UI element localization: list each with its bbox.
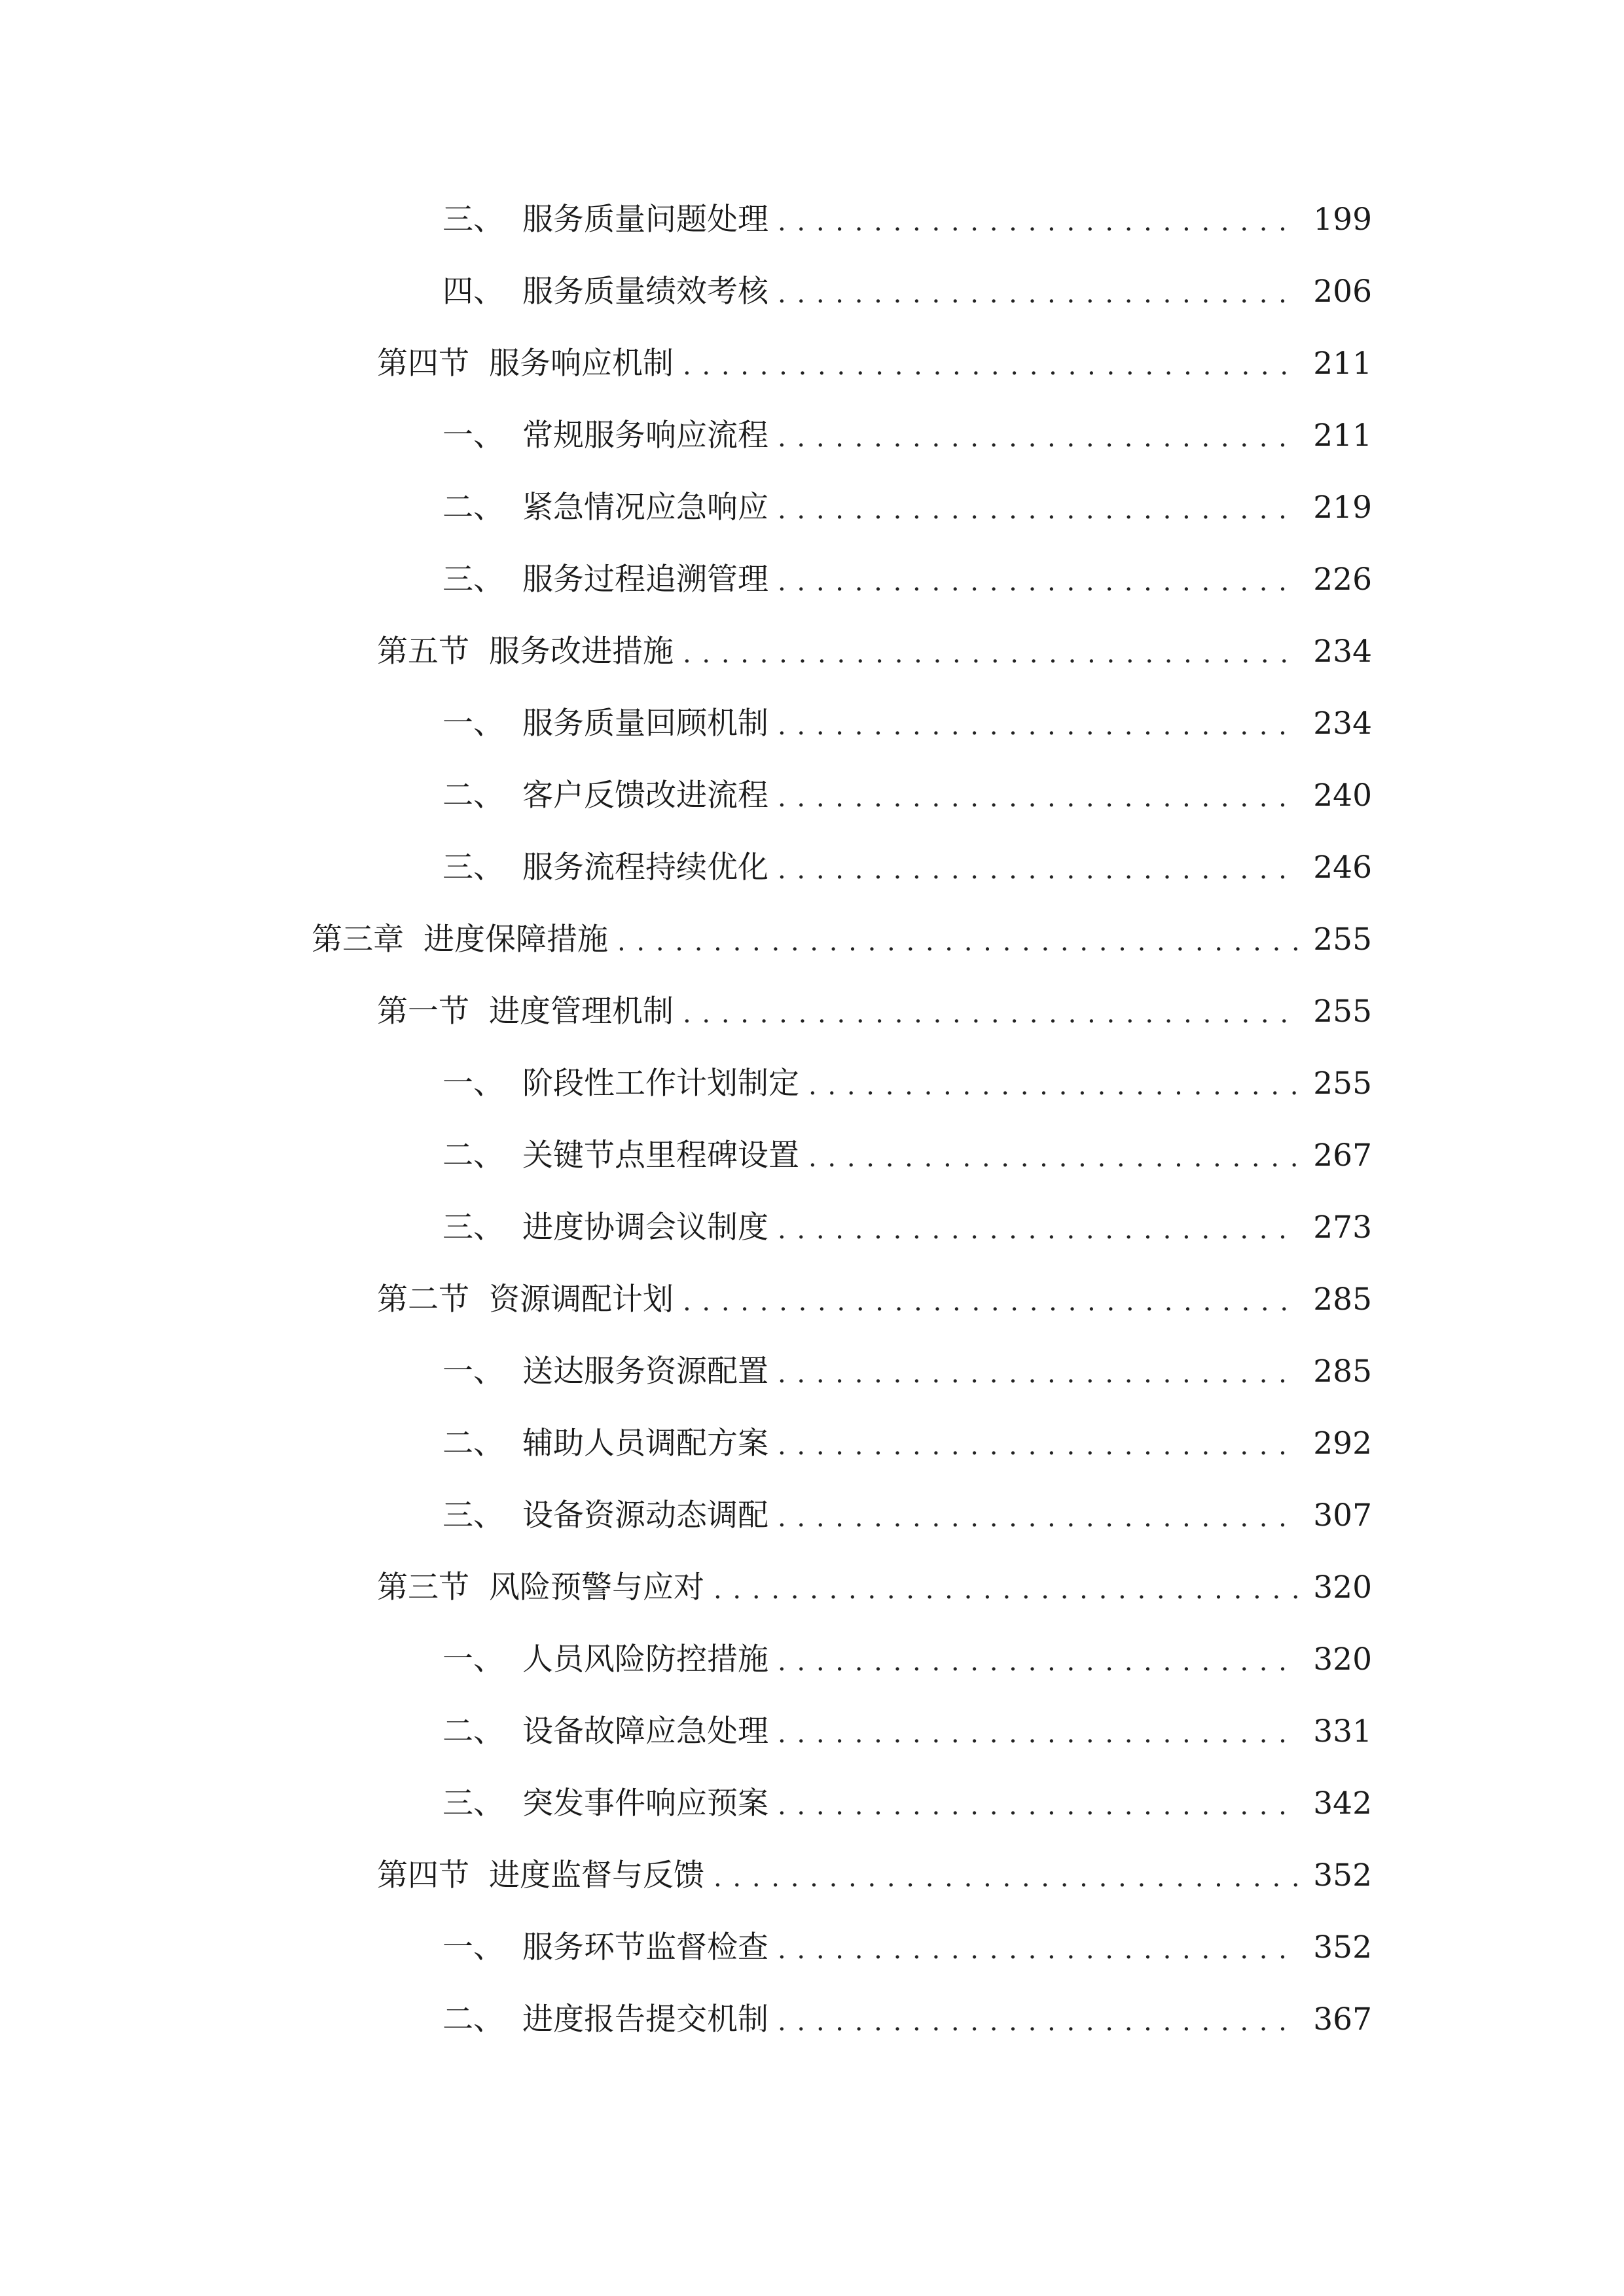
- toc-entry-title: 紧急情况应急响应: [522, 489, 768, 526]
- toc-entry-page-number: 320: [1313, 1569, 1372, 1605]
- toc-dot-leader: [778, 857, 1299, 883]
- toc-dot-leader: [683, 353, 1299, 379]
- toc-entry-number: 二、: [442, 1713, 504, 1749]
- toc-entry-number: 第三节: [377, 1569, 469, 1605]
- toc-entry-page-number: 234: [1313, 633, 1372, 670]
- toc-entry[interactable]: [0, 1047, 1624, 1119]
- toc-entry-number: 三、: [442, 1785, 504, 1821]
- toc-entry-title: 服务过程追溯管理: [522, 561, 768, 598]
- toc-entry-page-number: 267: [1313, 1137, 1372, 1174]
- toc-entry-title: 阶段性工作计划制定: [522, 1065, 799, 1102]
- toc-chapter-entry[interactable]: [0, 903, 1624, 975]
- toc-entry-number: 第四节: [377, 345, 469, 382]
- toc-entry-number: 三、: [442, 1209, 504, 1246]
- toc-entry[interactable]: [0, 1191, 1624, 1263]
- toc-entry-page-number: 219: [1313, 489, 1372, 526]
- toc-entry-title: 设备故障应急处理: [522, 1713, 768, 1749]
- toc-entry-title: 进度报告提交机制: [522, 2001, 768, 2037]
- toc-entry-page-number: 342: [1313, 1785, 1372, 1821]
- toc-entry-number: 四、: [442, 273, 504, 310]
- toc-entry-page-number: 285: [1313, 1353, 1372, 1390]
- toc-entry-page-number: 226: [1313, 561, 1372, 598]
- toc-dot-leader: [778, 425, 1299, 451]
- toc-entry-number: 二、: [442, 2001, 504, 2037]
- toc-entry-number: 一、: [442, 705, 504, 742]
- toc-dot-leader: [778, 1217, 1299, 1243]
- toc-entry-title: 常规服务响应流程: [522, 417, 768, 454]
- toc-entry-number: 一、: [442, 1641, 504, 1677]
- toc-entry-page-number: 211: [1313, 417, 1372, 454]
- toc-dot-leader: [713, 1577, 1299, 1603]
- toc-entry-number: 二、: [442, 489, 504, 526]
- toc-entry-number: 三、: [442, 1497, 504, 1534]
- toc-entry-page-number: 255: [1313, 1065, 1372, 1102]
- table-of-contents: [0, 183, 1624, 2055]
- toc-dot-leader: [778, 281, 1299, 307]
- toc-entry[interactable]: [0, 1407, 1624, 1479]
- toc-entry-title: 进度保障措施: [424, 921, 608, 958]
- toc-entry-page-number: 255: [1313, 993, 1372, 1030]
- toc-dot-leader: [778, 2009, 1299, 2035]
- toc-entry-page-number: 199: [1313, 201, 1372, 238]
- toc-entry-page-number: 285: [1313, 1281, 1372, 1318]
- toc-dot-leader: [778, 1505, 1299, 1531]
- toc-entry-page-number: 352: [1313, 1929, 1372, 1965]
- toc-entry-number: 一、: [442, 417, 504, 454]
- toc-entry-page-number: 320: [1313, 1641, 1372, 1677]
- toc-entry-page-number: 331: [1313, 1713, 1372, 1749]
- toc-dot-leader: [808, 1073, 1299, 1099]
- toc-entry-number: 一、: [442, 1353, 504, 1390]
- toc-dot-leader: [617, 929, 1299, 955]
- toc-entry-title: 设备资源动态调配: [522, 1497, 768, 1534]
- toc-entry[interactable]: [0, 183, 1624, 255]
- toc-entry[interactable]: [0, 1983, 1624, 2055]
- toc-dot-leader: [683, 641, 1299, 667]
- toc-entry-number: 二、: [442, 1425, 504, 1462]
- toc-entry-title: 客户反馈改进流程: [522, 777, 768, 814]
- toc-entry-title: 进度协调会议制度: [522, 1209, 768, 1246]
- toc-entry-page-number: 246: [1313, 849, 1372, 886]
- toc-entry[interactable]: [0, 1335, 1624, 1407]
- toc-entry-page-number: 240: [1313, 777, 1372, 814]
- toc-entry-title: 服务环节监督检查: [522, 1929, 768, 1965]
- toc-entry-title: 辅助人员调配方案: [522, 1425, 768, 1462]
- toc-entry-title: 送达服务资源配置: [522, 1353, 768, 1390]
- toc-entry-title: 突发事件响应预案: [522, 1785, 768, 1821]
- toc-section-entry[interactable]: [0, 1263, 1624, 1335]
- toc-entry-number: 三、: [442, 561, 504, 598]
- toc-dot-leader: [778, 209, 1299, 235]
- toc-entry[interactable]: [0, 399, 1624, 471]
- toc-entry-page-number: 206: [1313, 273, 1372, 310]
- toc-entry-title: 服务响应机制: [489, 345, 674, 382]
- toc-entry[interactable]: [0, 1911, 1624, 1983]
- toc-section-entry[interactable]: [0, 327, 1624, 399]
- toc-entry-page-number: 234: [1313, 705, 1372, 742]
- toc-dot-leader: [778, 1433, 1299, 1459]
- toc-entry[interactable]: [0, 1479, 1624, 1551]
- toc-entry[interactable]: [0, 543, 1624, 615]
- toc-dot-leader: [683, 1001, 1299, 1027]
- toc-entry-number: 第五节: [377, 633, 469, 670]
- toc-dot-leader: [778, 497, 1299, 523]
- toc-entry-number: 第一节: [377, 993, 469, 1030]
- toc-entry-title: 服务流程持续优化: [522, 849, 768, 886]
- toc-entry[interactable]: [0, 759, 1624, 831]
- toc-dot-leader: [713, 1865, 1299, 1891]
- toc-entry[interactable]: [0, 1695, 1624, 1767]
- toc-entry-title: 关键节点里程碑设置: [522, 1137, 799, 1174]
- toc-entry-title: 服务质量绩效考核: [522, 273, 768, 310]
- toc-section-entry[interactable]: [0, 1839, 1624, 1911]
- toc-section-entry[interactable]: [0, 975, 1624, 1047]
- toc-dot-leader: [778, 1793, 1299, 1819]
- toc-entry-page-number: 292: [1313, 1425, 1372, 1462]
- toc-entry-page-number: 255: [1313, 921, 1372, 958]
- toc-entry-title: 服务改进措施: [489, 633, 674, 670]
- toc-entry[interactable]: [0, 1119, 1624, 1191]
- toc-entry-title: 风险预警与应对: [489, 1569, 704, 1605]
- toc-entry-number: 二、: [442, 1137, 504, 1174]
- toc-entry-title: 人员风险防控措施: [522, 1641, 768, 1677]
- toc-entry-number: 三、: [442, 849, 504, 886]
- toc-entry-title: 进度管理机制: [489, 993, 674, 1030]
- toc-entry-number: 二、: [442, 777, 504, 814]
- toc-entry-page-number: 352: [1313, 1857, 1372, 1893]
- toc-entry-page-number: 367: [1313, 2001, 1372, 2037]
- toc-dot-leader: [778, 1721, 1299, 1747]
- toc-entry[interactable]: [0, 1767, 1624, 1839]
- toc-dot-leader: [683, 1289, 1299, 1315]
- toc-dot-leader: [778, 1937, 1299, 1963]
- toc-entry[interactable]: [0, 1623, 1624, 1695]
- toc-entry-page-number: 211: [1313, 345, 1372, 382]
- toc-entry[interactable]: [0, 831, 1624, 903]
- toc-entry-page-number: 273: [1313, 1209, 1372, 1246]
- toc-dot-leader: [778, 1361, 1299, 1387]
- toc-entry[interactable]: [0, 255, 1624, 327]
- toc-entry-page-number: 307: [1313, 1497, 1372, 1534]
- toc-section-entry[interactable]: [0, 1551, 1624, 1623]
- toc-entry[interactable]: [0, 687, 1624, 759]
- toc-dot-leader: [778, 785, 1299, 811]
- toc-entry-number: 第三章: [312, 921, 404, 958]
- toc-entry-number: 三、: [442, 201, 504, 238]
- toc-entry[interactable]: [0, 471, 1624, 543]
- toc-entry-title: 进度监督与反馈: [489, 1857, 704, 1893]
- toc-dot-leader: [778, 713, 1299, 739]
- toc-entry-title: 服务质量问题处理: [522, 201, 768, 238]
- toc-entry-number: 一、: [442, 1929, 504, 1965]
- toc-dot-leader: [778, 569, 1299, 595]
- toc-dot-leader: [808, 1145, 1299, 1171]
- toc-entry-title: 资源调配计划: [489, 1281, 674, 1318]
- toc-entry-title: 服务质量回顾机制: [522, 705, 768, 742]
- toc-entry-number: 第四节: [377, 1857, 469, 1893]
- toc-section-entry[interactable]: [0, 615, 1624, 687]
- toc-entry-number: 一、: [442, 1065, 504, 1102]
- toc-dot-leader: [778, 1649, 1299, 1675]
- toc-entry-number: 第二节: [377, 1281, 469, 1318]
